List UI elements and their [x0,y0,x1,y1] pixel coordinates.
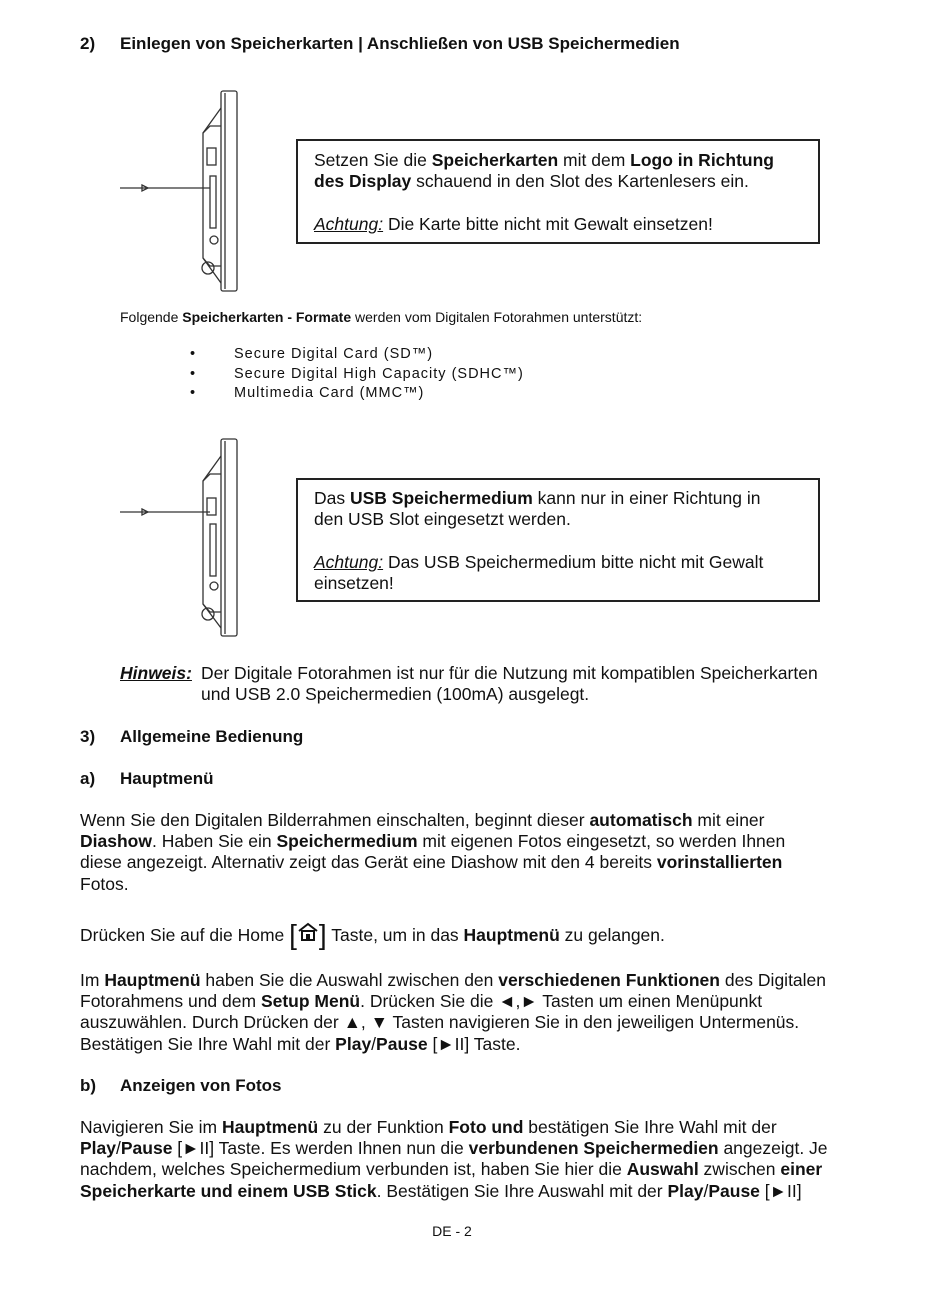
bold-text: verschiedenen Funktionen [498,970,720,990]
home-text-before: Drücken Sie auf die Home [80,925,290,945]
bold-text: Pause [120,1138,173,1159]
section-title: Einlegen von Speicherkarten | Anschließen von USB Speichermedien [120,34,680,53]
bold-text: Diashow [80,831,152,852]
bold-text: Hauptmenü [104,970,201,990]
bold-text: Play [667,1180,704,1201]
bullet-icon: • [190,385,197,401]
text-segment: zwischen [698,1159,781,1180]
text-segment: mit dem [558,150,631,170]
bold-text: Auswahl [626,1159,699,1180]
format-name: Multimedia Card (MMC™) [234,385,425,401]
bold-text: automatisch [589,810,693,830]
text-segment: haben Sie die Auswahl zwischen den [200,970,499,990]
subsection-number: a) [80,769,96,788]
text-segment: [►II] Taste. Es werden Ihnen nun die [172,1138,469,1159]
subsection-title: Anzeigen von Fotos [120,1076,282,1095]
text-segment: / [116,1138,121,1159]
bullet-icon: • [190,346,197,362]
text-segment: kann nur in einer Richtung in den USB Slot eingesetzt werden. [314,488,761,530]
page-footer: DE - 2 [432,1223,472,1239]
paragraph-main-menu [80,970,826,1055]
text-segment: mit einer [697,810,765,830]
bold-text: USB Speichermedium [349,488,533,508]
subsection-title: Hauptmenü [120,769,214,788]
bold-text: Setup Menü [260,991,361,1012]
text-segment: Im [80,970,105,990]
format-name: Secure Digital Card (SD™) [234,346,434,362]
home-text-bold: Hauptmenü [463,925,560,945]
bold-text: verbundenen Speichermedien [468,1138,719,1159]
bold-text: einer Speicherkarte und einem USB Stick [80,1159,823,1201]
bold-text: Foto und [448,1117,524,1137]
section-number: 2) [80,34,96,53]
text-segment: Navigieren Sie im [80,1117,222,1137]
text-segment: / [371,1033,377,1054]
bold-text: Speichermedium [276,831,418,852]
bold-text: Play [335,1033,372,1054]
text-segment: Wenn Sie den Digitalen Bilderrahmen einschalten, beginnt dieser [80,810,590,830]
subsection-number: b) [80,1076,97,1095]
text-segment: des Digitalen Fotorahmens und dem [80,970,827,1012]
formats-intro [120,308,642,327]
text-segment: werden vom Digitalen Fotorahmen unterstützt: [351,309,643,325]
home-icon: [ ] [289,919,327,950]
bold-text: vorinstallierten [656,852,783,873]
hinweis-label: Hinweis: [120,663,192,683]
section-number: 3) [80,727,96,746]
bold-text: Pause [376,1033,428,1054]
formats-list [190,345,524,404]
bullet-icon: • [190,365,197,382]
format-list-item [190,345,524,365]
format-list-item [190,365,524,385]
paragraph-intro [80,810,785,895]
bold-text: Speicherkarten [431,150,559,170]
text-segment: [►II] [759,1180,802,1201]
text-segment: . Drücken Sie die ◄,► Tasten um einen Menüpunkt auszuwählen. Durch Drücken der ▲, ▼ Tasten navigieren Sie in den jeweiligen Untermenüs. Bestätigen Sie Ihre Wahl mit der [80,991,800,1054]
text-segment: Die Karte bitte nicht mit Gewalt einsetzen! [383,213,713,234]
text-segment: zu der Funktion [318,1117,449,1137]
text-segment: bestätigen Sie Ihre Wahl mit der [528,1117,777,1137]
text-segment: angezeigt. Je nachdem, welches Speichermedium verbunden ist, haben Sie hier die [80,1138,828,1180]
home-text-end: zu gelangen. [559,925,665,945]
instruction-box-usb [296,478,820,602]
text-segment: schauend in den Slot des Kartenlesers ein. [416,171,749,192]
text-segment: Das [314,488,350,508]
warning-label: Achtung: [314,213,384,234]
text-segment: Das USB Speichermedium bitte nicht mit Gewalt einsetzen! [314,551,764,593]
text-segment: / [703,1180,709,1201]
warning-label: Achtung: [314,551,384,572]
text-segment: Setzen Sie die [314,150,432,170]
bold-text: Speicherkarten - Formate [182,309,352,325]
card-slot-illustration [118,88,243,296]
hinweis-text: Der Digitale Fotorahmen ist nur für die Nutzung mit kompatiblen Speicherkarten und USB 2.0 Speichermedien (100mA) ausgelegt. [201,663,818,705]
text-segment: . Haben Sie ein [151,831,277,852]
text-segment: Fotos. [80,873,129,894]
format-name: Secure Digital High Capacity (SDHC™) [234,365,524,382]
home-text-after: Taste, um in das [326,925,464,945]
bold-text: Logo in Richtung des Display [314,150,774,192]
usb-slot-illustration [118,436,243,641]
section-title: Allgemeine Bedienung [120,727,304,746]
bold-text: Hauptmenü [222,1117,319,1137]
text-segment: [►II] Taste. [427,1033,521,1054]
paragraph-photos [80,1117,828,1202]
instruction-box-memory-card [296,139,820,244]
home-instruction [80,919,665,950]
bold-text: Pause [708,1180,760,1201]
bold-text: Play [80,1138,116,1159]
text-segment: . Bestätigen Sie Ihre Auswahl mit der [376,1180,668,1201]
text-segment: Folgende [120,309,183,325]
format-list-item [190,384,524,404]
text-segment: mit eigenen Fotos eingesetzt, so werden Ihnen diese angezeigt. Alternativ zeigt das Gerät eine Diashow mit den 4 bereits [80,831,786,873]
